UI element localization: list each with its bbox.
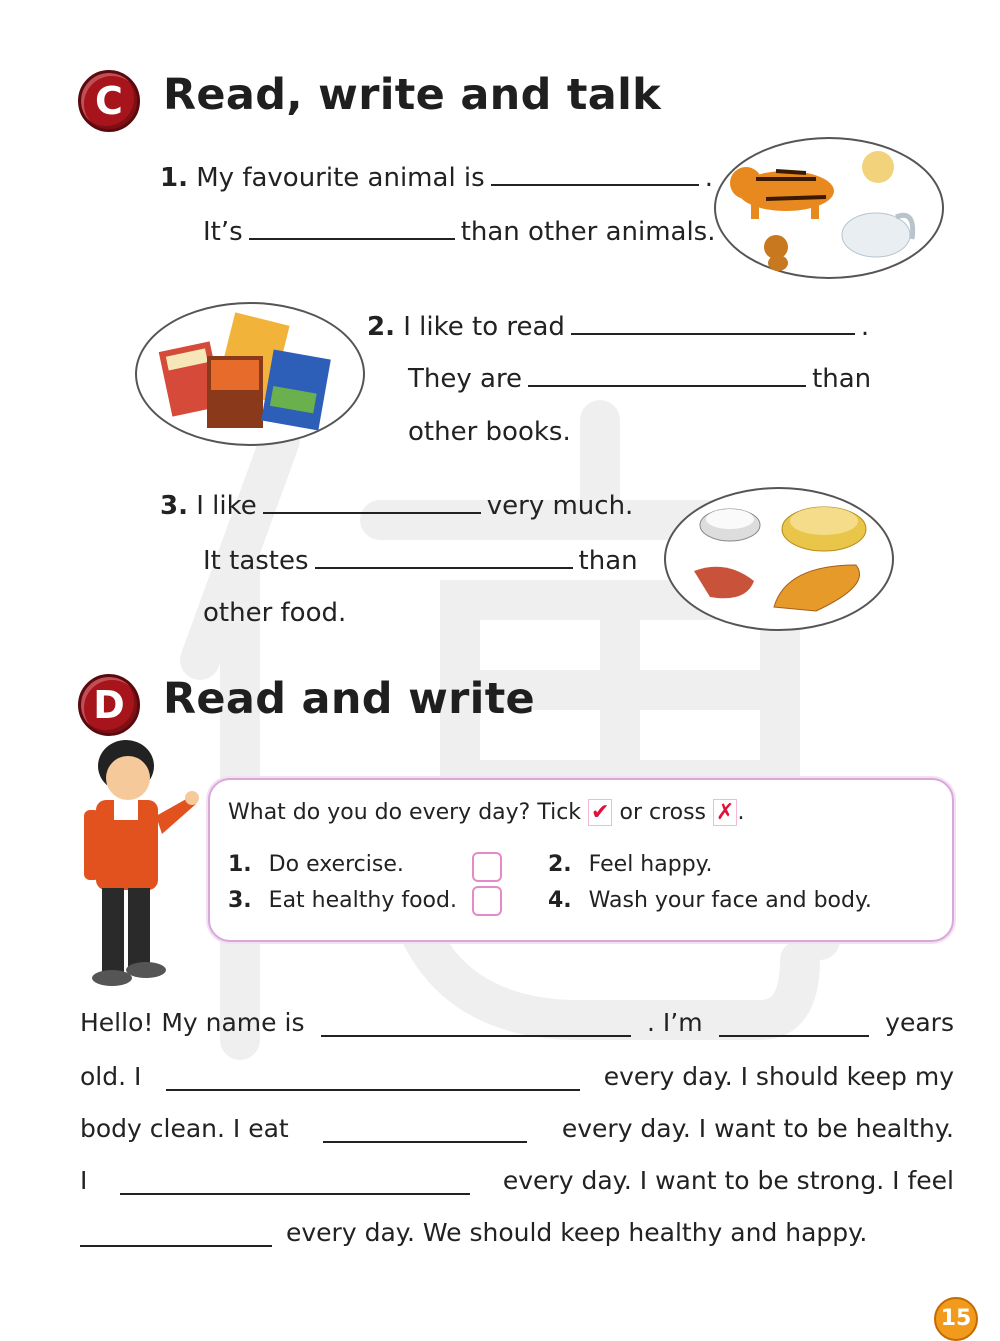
- section-d-title: Read and write: [163, 674, 536, 724]
- section-c-badge: C: [78, 70, 140, 132]
- boy-icon: [76, 738, 200, 992]
- tick-icon: ✔: [588, 799, 612, 826]
- p5-text-b: every day. We should keep healthy and happy.: [286, 1218, 868, 1247]
- c-item-1-number: 1.: [160, 163, 188, 193]
- books-icon: [137, 304, 363, 444]
- p1-text-a: Hello! My name is: [80, 1008, 305, 1037]
- c-item-1-text-c: It’s: [203, 217, 243, 247]
- option-3-number: 3.: [228, 888, 252, 913]
- food-icon: [666, 489, 892, 629]
- c-item-2-text-d: than: [812, 364, 872, 394]
- paragraph-line-3: [80, 1114, 954, 1143]
- option-3: [228, 888, 457, 913]
- option-3-text: Eat healthy food.: [268, 888, 457, 913]
- p4-text-b: every day. I want to be strong. I feel: [502, 1166, 954, 1195]
- p1-text-b: . I’m: [647, 1008, 703, 1037]
- option-1-number: 1.: [228, 852, 252, 877]
- p4-text-a: I: [80, 1166, 88, 1195]
- option-1: [228, 852, 404, 877]
- paragraph-line-2: [80, 1062, 954, 1091]
- blank-daily-cleaning[interactable]: [166, 1088, 580, 1091]
- animals-icon: [716, 139, 942, 277]
- blank-food-comparison[interactable]: [315, 566, 573, 569]
- blank-name[interactable]: [321, 1034, 631, 1037]
- fill-in-paragraph: [80, 1000, 954, 1260]
- tick-cross-box: [208, 778, 954, 942]
- instruction-text-c: .: [737, 800, 745, 825]
- c-item-3-text-b: very much.: [486, 491, 634, 521]
- instruction-text-a: What do you do every day? Tick: [228, 800, 582, 825]
- option-2: [548, 852, 713, 877]
- blank-daily-exercise[interactable]: [120, 1192, 470, 1195]
- section-c-title: Read, write and talk: [163, 70, 662, 120]
- c-item-1-text-a: My favourite animal is: [196, 163, 485, 193]
- option-4-number: 4.: [548, 888, 572, 913]
- option-2-number: 2.: [548, 852, 572, 877]
- cross-icon: ✗: [713, 799, 737, 826]
- c-item-3-text-c: It tastes: [203, 546, 309, 576]
- section-d-badge: D: [78, 674, 140, 736]
- c-item-3-line-1: [160, 491, 633, 521]
- food-illustration: [664, 487, 894, 631]
- c-item-2-line-2: [408, 364, 871, 394]
- animals-illustration: [714, 137, 944, 279]
- c-item-1-text-b: .: [704, 163, 713, 193]
- c-item-2-line-3: other books.: [408, 417, 571, 447]
- c-item-1-line-1: [160, 163, 713, 193]
- p1-text-c: years: [885, 1008, 954, 1037]
- option-4: [548, 888, 872, 913]
- blank-book-comparison[interactable]: [528, 384, 806, 387]
- c-item-2-line-1: [367, 312, 869, 342]
- p2-text-b: every day. I should keep my: [603, 1062, 954, 1091]
- paragraph-line-5: [80, 1218, 954, 1247]
- c-item-1-text-d: than other animals.: [460, 217, 716, 247]
- page-number-badge: 15: [934, 1297, 978, 1341]
- c-item-3-text-d: than: [578, 546, 638, 576]
- option-1-checkbox[interactable]: [472, 852, 502, 882]
- blank-book-type[interactable]: [571, 332, 855, 335]
- p2-text-a: old. I: [80, 1062, 142, 1091]
- option-2-text: Feel happy.: [588, 852, 713, 877]
- c-item-1-line-2: [203, 217, 716, 247]
- blank-feeling[interactable]: [80, 1244, 272, 1247]
- blank-daily-food[interactable]: [323, 1140, 527, 1143]
- p3-text-a: body clean. I eat: [80, 1114, 289, 1143]
- paragraph-line-1: [80, 1008, 954, 1037]
- books-illustration: [135, 302, 365, 446]
- blank-food[interactable]: [263, 511, 481, 514]
- option-3-checkbox[interactable]: [472, 886, 502, 916]
- c-item-3-line-2: [203, 546, 638, 576]
- c-item-2-text-a: I like to read: [403, 312, 565, 342]
- blank-age[interactable]: [719, 1034, 869, 1037]
- c-item-2-text-b: .: [860, 312, 870, 342]
- option-1-text: Do exercise.: [268, 852, 404, 877]
- paragraph-line-4: [80, 1166, 954, 1195]
- instruction-text-b: or cross: [619, 800, 707, 825]
- p3-text-b: every day. I want to be healthy.: [561, 1114, 954, 1143]
- c-item-2-text-c: They are: [408, 364, 523, 394]
- c-item-3-line-3: other food.: [203, 598, 347, 628]
- c-item-3-text-a: I like: [196, 491, 257, 521]
- c-item-3-number: 3.: [160, 491, 188, 521]
- option-4-text: Wash your face and body.: [588, 888, 872, 913]
- blank-favourite-animal[interactable]: [491, 183, 699, 186]
- blank-animal-comparison[interactable]: [249, 237, 455, 240]
- tick-instruction: [228, 800, 744, 825]
- c-item-2-number: 2.: [367, 312, 395, 342]
